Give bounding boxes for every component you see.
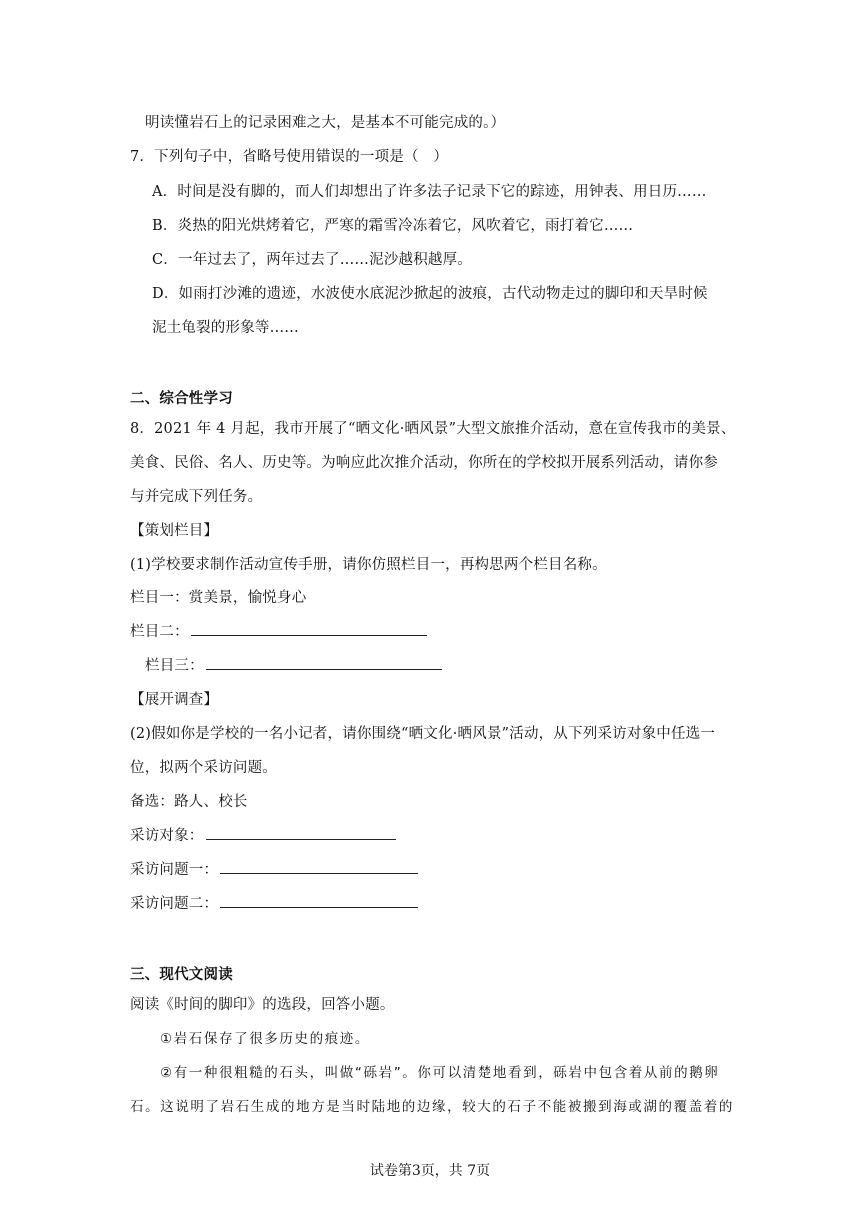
plan-title: 【策划栏目】 bbox=[130, 523, 219, 539]
paragraph-1: ①岩石保存了很多历史的痕迹。 bbox=[160, 1031, 371, 1047]
interviewee-row bbox=[130, 824, 396, 845]
column-2-answer-blank[interactable] bbox=[191, 621, 427, 636]
question-2-answer-blank[interactable] bbox=[220, 893, 418, 908]
q7-option-a: A．时间是没有脚的，而人们却想出了许多法子记录下它的踪迹，用钟表、用日历…… bbox=[152, 184, 707, 200]
survey-task-line-1: (2)假如你是学校的一名小记者，请你围绕“晒文化·晒风景”活动，从下列采访对象中任选一 bbox=[130, 726, 716, 742]
question-1-answer-blank[interactable] bbox=[220, 859, 418, 874]
q8-line-3: 与并完成下列任务。 bbox=[130, 489, 263, 505]
interviewee-answer-blank[interactable] bbox=[206, 825, 396, 840]
options-line: 备选：路人、校长 bbox=[130, 794, 248, 810]
column-3-answer-blank[interactable] bbox=[206, 655, 442, 670]
q7-option-d-cont: 泥土龟裂的形象等…… bbox=[152, 320, 299, 336]
q7-option-b: B．炎热的阳光烘烤着它，严寒的霜雪冷冻着它，风吹着它，雨打着它…… bbox=[152, 218, 634, 234]
section2-heading: 二、综合性学习 bbox=[130, 390, 233, 407]
q7-stem: 7．下列句子中，省略号使用错误的一项是（ ） bbox=[130, 149, 449, 165]
reading-intro: 阅读《时间的脚印》的选段，回答小题。 bbox=[130, 997, 395, 1013]
question-2-row bbox=[130, 892, 418, 913]
question-2-label: 采访问题二： bbox=[130, 896, 219, 912]
paragraph-2-line-1: ②有一种很粗糙的石头，叫做“砾岩”。你可以清楚地看到，砾岩中包含着从前的鹅卵 bbox=[160, 1065, 720, 1081]
plan-task: (1)学校要求制作活动宣传手册，请你仿照栏目一，再构思两个栏目名称。 bbox=[130, 557, 607, 573]
question-1-row bbox=[130, 858, 418, 879]
survey-title: 【展开调查】 bbox=[130, 692, 219, 708]
column-3-label: 栏目三： bbox=[145, 658, 204, 674]
q8-line-1: 8．2021 年 4 月起，我市开展了“晒文化·晒风景”大型文旅推介活动，意在宣传我市的美景、 bbox=[130, 421, 736, 437]
column-2-row bbox=[130, 620, 427, 641]
survey-task-line-2: 位，拟两个采访问题。 bbox=[130, 760, 277, 776]
q8-line-2: 美食、民俗、名人、历史等。为响应此次推介活动，你所在的学校拟开展系列活动，请你参 bbox=[130, 455, 718, 471]
section3-heading: 三、现代文阅读 bbox=[130, 966, 233, 983]
paragraph-2-line-2: 石。这说明了岩石生成的地方是当时陆地的边缘，较大的石子不能被搬到海或湖的覆盖着的 bbox=[130, 1099, 734, 1115]
q7-option-d: D．如雨打沙滩的遗迹，水波使水底泥沙掀起的波痕，古代动物走过的脚印和天旱时候 bbox=[152, 286, 708, 302]
page-footer: 试卷第3页，共 7页 bbox=[369, 1163, 491, 1179]
continuation-text: 明读懂岩石上的记录困难之大，是基本不可能完成的。） bbox=[145, 115, 506, 131]
interviewee-label: 采访对象： bbox=[130, 828, 204, 844]
column-2-label: 栏目二： bbox=[130, 624, 189, 640]
question-1-label: 采访问题一： bbox=[130, 862, 219, 878]
column-3-row bbox=[145, 654, 442, 675]
column-1: 栏目一：赏美景，愉悦身心 bbox=[130, 590, 307, 606]
q7-option-c: C．一年过去了，两年过去了……泥沙越积越厚。 bbox=[152, 252, 472, 268]
